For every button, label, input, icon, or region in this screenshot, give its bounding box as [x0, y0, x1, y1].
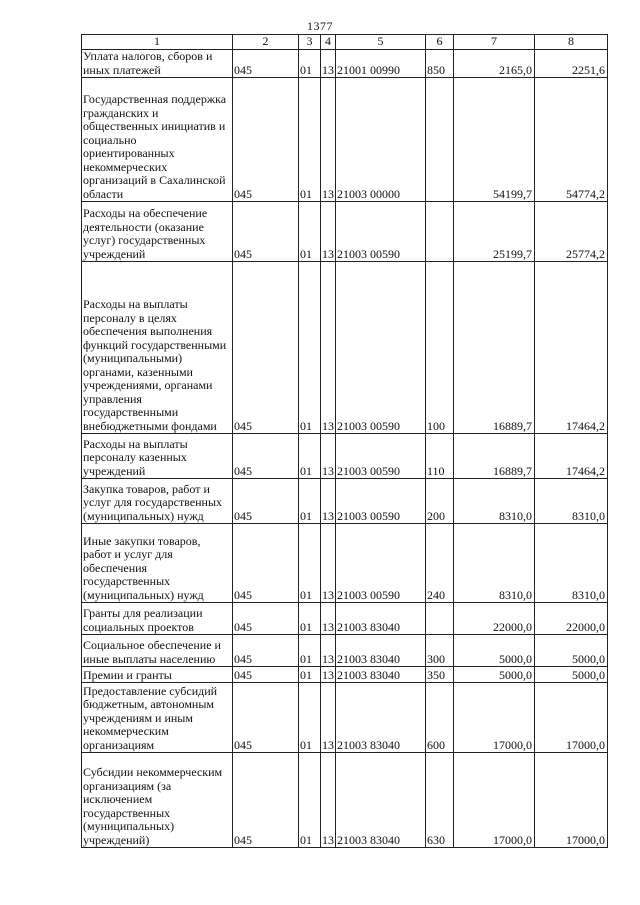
target-article-code: 21003 00590: [336, 479, 426, 524]
line-item-name: Расходы на выплаты персоналу в целях обеспечения выполнения функций государственными (муниципальными) органами, казенными учреждениями, органами управления государственными внебюджетными фондами: [82, 262, 233, 434]
table-row: [82, 50, 608, 78]
amount-year-1: 2165,0: [454, 50, 535, 78]
subsection-code: 13: [321, 434, 336, 479]
line-item-name: Расходы на обеспечение деятельности (оказание услуг) государственных учреждений: [82, 202, 233, 262]
column-header: 8: [535, 35, 608, 50]
section-code: 01: [299, 434, 321, 479]
expense-type-code: 110: [426, 434, 454, 479]
line-item-name: Предоставление субсидий бюджетным, автономным учреждениям и иным некоммерческим организациям: [82, 683, 233, 753]
ministry-code: 045: [233, 603, 299, 635]
amount-year-1: 54199,7: [454, 78, 535, 202]
subsection-code: 13: [321, 78, 336, 202]
subsection-code: 13: [321, 753, 336, 848]
column-header: 3: [299, 35, 321, 50]
table-row: [82, 262, 608, 434]
target-article-code: 21003 83040: [336, 667, 426, 683]
ministry-code: 045: [233, 683, 299, 753]
ministry-code: 045: [233, 50, 299, 78]
amount-year-2: 22000,0: [535, 603, 608, 635]
amount-year-2: 5000,0: [535, 635, 608, 667]
line-item-name: Социальное обеспечение и иные выплаты населению: [82, 635, 233, 667]
amount-year-1: 25199,7: [454, 202, 535, 262]
expense-type-code: 600: [426, 683, 454, 753]
expense-type-code: 100: [426, 262, 454, 434]
amount-year-1: 16889,7: [454, 262, 535, 434]
section-code: 01: [299, 667, 321, 683]
table-row: [82, 603, 608, 635]
ministry-code: 045: [233, 262, 299, 434]
section-code: 01: [299, 78, 321, 202]
table-row: [82, 667, 608, 683]
subsection-code: 13: [321, 202, 336, 262]
column-header: 1: [82, 35, 233, 50]
subsection-code: 13: [321, 635, 336, 667]
section-code: 01: [299, 635, 321, 667]
target-article-code: 21003 83040: [336, 753, 426, 848]
section-code: 01: [299, 524, 321, 603]
section-code: 01: [299, 753, 321, 848]
column-header: 4: [321, 35, 336, 50]
target-article-code: 21003 00590: [336, 524, 426, 603]
column-header: 5: [336, 35, 426, 50]
subsection-code: 13: [321, 683, 336, 753]
table-row: [82, 78, 608, 202]
section-code: 01: [299, 603, 321, 635]
ministry-code: 045: [233, 524, 299, 603]
table-row: [82, 524, 608, 603]
line-item-name: Расходы на выплаты персоналу казенных учреждений: [82, 434, 233, 479]
amount-year-2: 17464,2: [535, 434, 608, 479]
expense-type-code: 630: [426, 753, 454, 848]
target-article-code: 21003 00590: [336, 202, 426, 262]
line-item-name: Премии и гранты: [82, 667, 233, 683]
ministry-code: 045: [233, 78, 299, 202]
expense-type-code: [426, 603, 454, 635]
table-row: [82, 479, 608, 524]
expense-type-code: [426, 78, 454, 202]
amount-year-2: 54774,2: [535, 78, 608, 202]
amount-year-1: 16889,7: [454, 434, 535, 479]
amount-year-1: 5000,0: [454, 667, 535, 683]
amount-year-1: 5000,0: [454, 635, 535, 667]
amount-year-2: 8310,0: [535, 479, 608, 524]
ministry-code: 045: [233, 635, 299, 667]
subsection-code: 13: [321, 479, 336, 524]
target-article-code: 21003 83040: [336, 683, 426, 753]
line-item-name: Уплата налогов, сборов и иных платежей: [82, 50, 233, 78]
amount-year-1: 8310,0: [454, 524, 535, 603]
subsection-code: 13: [321, 262, 336, 434]
ministry-code: 045: [233, 667, 299, 683]
ministry-code: 045: [233, 753, 299, 848]
target-article-code: 21003 00590: [336, 262, 426, 434]
line-item-name: Гранты для реализации социальных проектов: [82, 603, 233, 635]
amount-year-2: 8310,0: [535, 524, 608, 603]
table-row: [82, 635, 608, 667]
table-row: [82, 683, 608, 753]
ministry-code: 045: [233, 479, 299, 524]
expense-type-code: 300: [426, 635, 454, 667]
table-row: [82, 753, 608, 848]
subsection-code: 13: [321, 524, 336, 603]
section-code: 01: [299, 683, 321, 753]
section-code: 01: [299, 50, 321, 78]
target-article-code: 21003 00000: [336, 78, 426, 202]
amount-year-1: 17000,0: [454, 753, 535, 848]
target-article-code: 21003 00590: [336, 434, 426, 479]
subsection-code: 13: [321, 603, 336, 635]
section-code: 01: [299, 262, 321, 434]
table-row: [82, 202, 608, 262]
budget-table: [81, 34, 608, 848]
section-code: 01: [299, 202, 321, 262]
table-header-row: [82, 35, 608, 50]
amount-year-1: 17000,0: [454, 683, 535, 753]
amount-year-2: 17464,2: [535, 262, 608, 434]
column-header: 7: [454, 35, 535, 50]
expense-type-code: 200: [426, 479, 454, 524]
target-article-code: 21001 00990: [336, 50, 426, 78]
line-item-name: Иные закупки товаров, работ и услуг для обеспечения государственных (муниципальных) нужд: [82, 524, 233, 603]
ministry-code: 045: [233, 434, 299, 479]
amount-year-2: 2251,6: [535, 50, 608, 78]
amount-year-1: 8310,0: [454, 479, 535, 524]
line-item-name: Закупка товаров, работ и услуг для государственных (муниципальных) нужд: [82, 479, 233, 524]
expense-type-code: [426, 202, 454, 262]
line-item-name: Субсидии некоммерческим организациям (за исключением государственных (муниципальных) учреждений): [82, 753, 233, 848]
amount-year-2: 25774,2: [535, 202, 608, 262]
page-number: 1377: [307, 19, 333, 33]
section-code: 01: [299, 479, 321, 524]
table-row: [82, 434, 608, 479]
column-header: 6: [426, 35, 454, 50]
target-article-code: 21003 83040: [336, 603, 426, 635]
amount-year-2: 5000,0: [535, 667, 608, 683]
subsection-code: 13: [321, 50, 336, 78]
line-item-name: Государственная поддержка гражданских и общественных инициатив и социально ориентированных некоммерческих организаций в Сахалинской области: [82, 78, 233, 202]
expense-type-code: 240: [426, 524, 454, 603]
amount-year-2: 17000,0: [535, 753, 608, 848]
column-header: 2: [233, 35, 299, 50]
amount-year-1: 22000,0: [454, 603, 535, 635]
amount-year-2: 17000,0: [535, 683, 608, 753]
target-article-code: 21003 83040: [336, 635, 426, 667]
subsection-code: 13: [322, 667, 334, 682]
expense-type-code: 350: [426, 667, 454, 683]
expense-type-code: 850: [426, 50, 454, 78]
ministry-code: 045: [233, 202, 299, 262]
